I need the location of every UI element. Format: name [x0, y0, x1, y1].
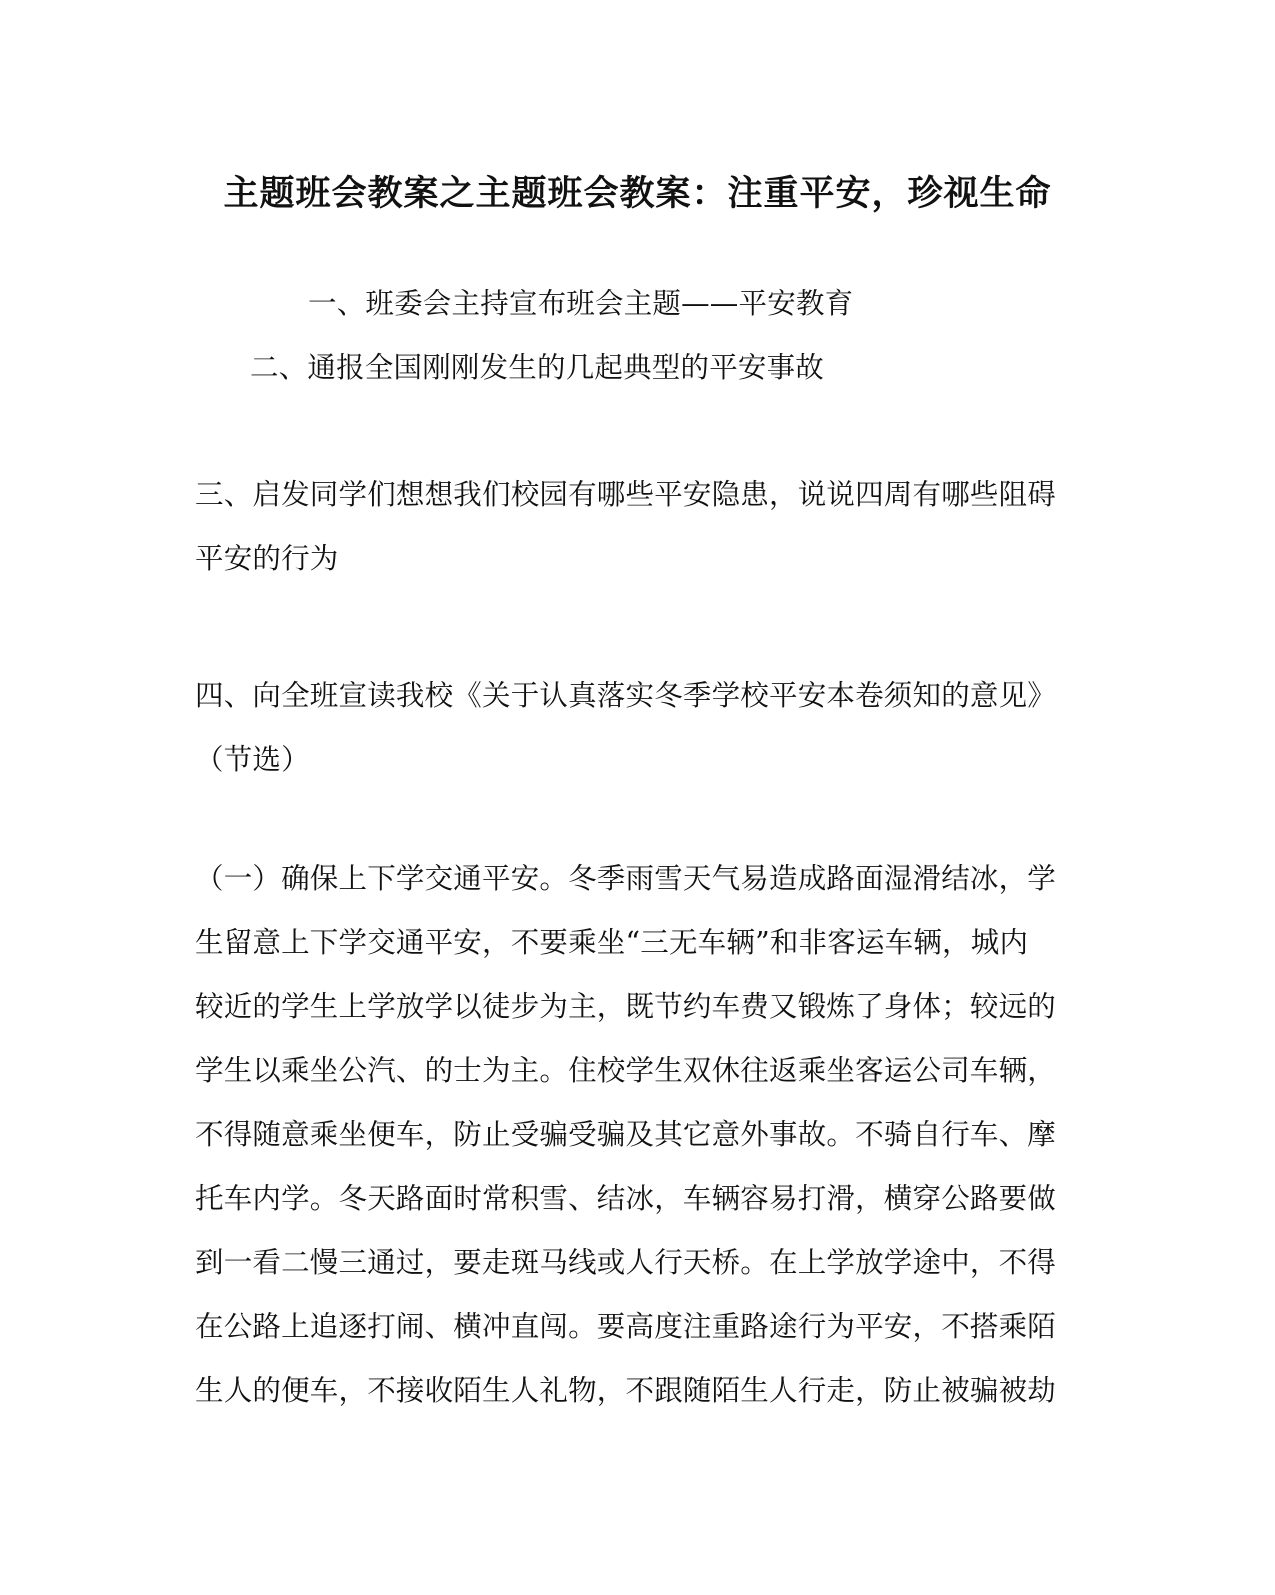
- paragraph-1: [308, 272, 1068, 336]
- paragraph-4: [195, 664, 1055, 792]
- paragraph-line: 二、通报全国刚刚发生的几起典型的平安事故: [250, 351, 825, 384]
- paragraph-3: [195, 463, 1055, 591]
- paragraph-2: [250, 336, 1060, 400]
- paragraph-line: 学生以乘坐公汽、的士为主。住校学生双休往返乘坐客运公司车辆，: [195, 1054, 1057, 1087]
- paragraph-line: （节选）: [195, 743, 310, 776]
- paragraph-line: 一、班委会主持宣布班会主题——平安教育: [308, 287, 854, 320]
- paragraph-5: [195, 847, 1055, 1423]
- paragraph-line: 较近的学生上学放学以徒步为主，既节约车费又锻炼了身体；较远的: [195, 990, 1057, 1023]
- paragraph-line: 到一看二慢三通过，要走斑马线或人行天桥。在上学放学途中，不得: [195, 1246, 1057, 1279]
- paragraph-line: 平安的行为: [195, 542, 339, 575]
- paragraph-line: 托车内学。冬天路面时常积雪、结冰，车辆容易打滑，横穿公路要做: [195, 1182, 1057, 1215]
- paragraph-line: 不得随意乘坐便车，防止受骗受骗及其它意外事故。不骑自行车、摩: [195, 1118, 1057, 1151]
- paragraph-line: 三、启发同学们想想我们校园有哪些平安隐患，说说四周有哪些阻碍: [195, 478, 1057, 511]
- paragraph-line: 生人的便车，不接收陌生人礼物，不跟随陌生人行走，防止被骗被劫: [195, 1374, 1057, 1407]
- document-title: 主题班会教案之主题班会教案：注重平安，珍视生命: [223, 173, 1052, 214]
- paragraph-line: 在公路上追逐打闹、横冲直闯。要高度注重路途行为平安，不搭乘陌: [195, 1310, 1057, 1343]
- paragraph-line: （一）确保上下学交通平安。冬季雨雪天气易造成路面湿滑结冰，学: [195, 862, 1057, 895]
- paragraph-line: 四、向全班宣读我校《关于认真落实冬季学校平安本卷须知的意见》: [195, 679, 1057, 712]
- paragraph-line: 生留意上下学交通平安，不要乘坐“三无车辆”和非客运车辆，城内: [195, 926, 1029, 959]
